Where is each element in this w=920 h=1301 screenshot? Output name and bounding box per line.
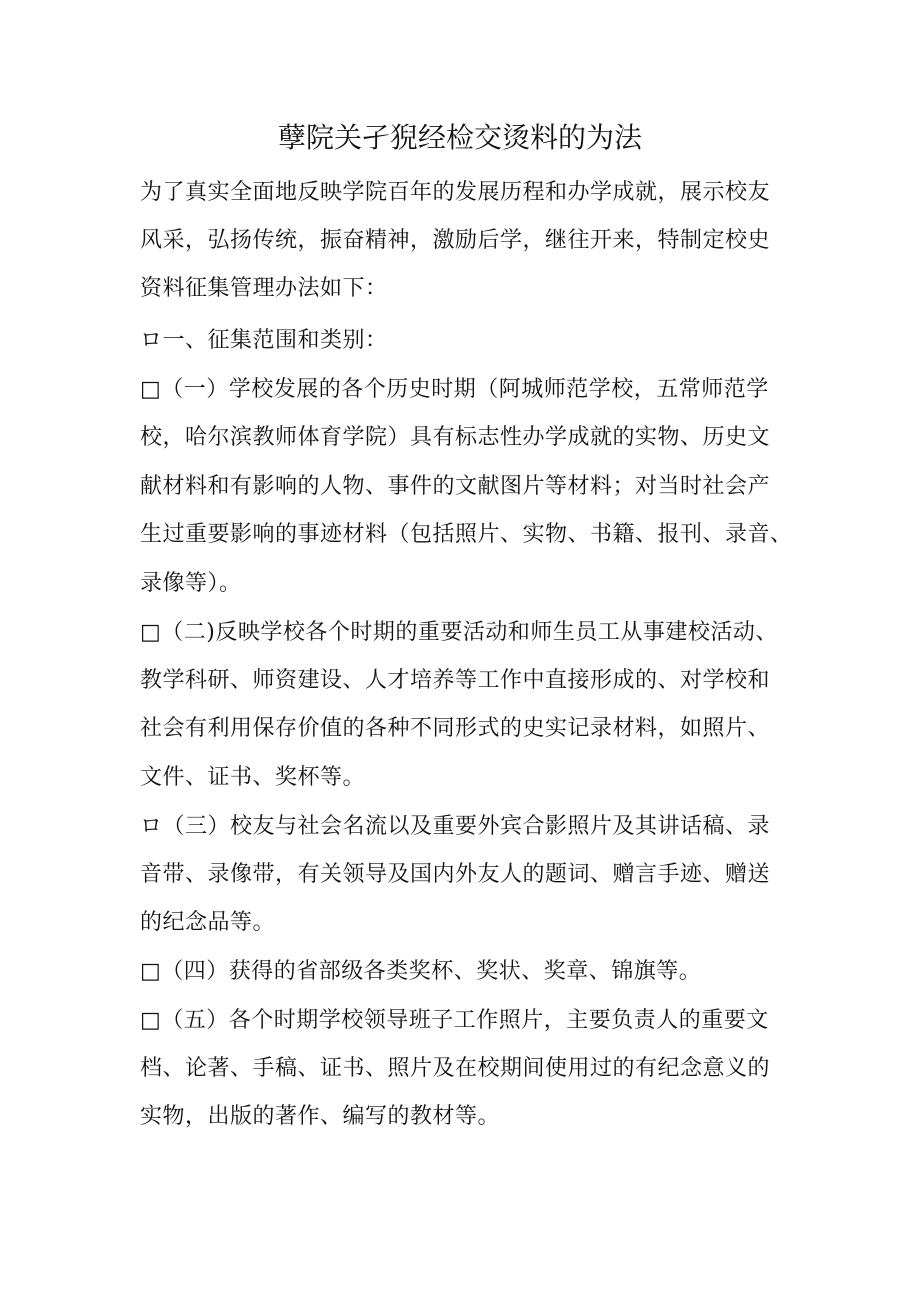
list-item-line: 校，哈尔滨教师体育学院）具有标志性办学成就的实物、历史文 <box>140 425 771 450</box>
paragraph-line: 风采，弘扬传统，振奋精神，激励后学，继往开来，特制定校史 <box>140 228 771 253</box>
list-item-line: 献材料和有影响的人物、事件的文献图片等材料；对当时社会产 <box>140 474 771 499</box>
list-item-line: □（四）获得的省部级各类奖杯、奖状、奖章、锦旗等。 <box>140 959 702 984</box>
list-item-line: 录像等）。 <box>140 571 242 596</box>
paragraph-line: 为了真实全面地反映学院百年的发展历程和办学成就，展示校友 <box>140 180 771 205</box>
document-title: 孽院关孑猊经检交烫料的为法 <box>277 121 642 154</box>
list-item-line: □（一）学校发展的各个历史时期（阿城师范学校，五常师范学 <box>140 377 769 402</box>
list-item-line: 生过重要影响的事迹材料（包括照片、实物、书籍、报刊、录音、 <box>140 522 793 547</box>
paragraph-line: 资料征集管理办法如下： <box>140 276 388 301</box>
section-heading: ロ一、征集范围和类别： <box>140 328 388 353</box>
list-item-line: ロ（三）校友与社会名流以及重要外宾合影照片及其讲话稿、录 <box>140 814 771 839</box>
list-item-line: 文件、证书、奖杯等。 <box>140 765 366 790</box>
list-item-line: □（五）各个时期学校领导班子工作照片，主要负责人的重要文 <box>140 1008 769 1033</box>
list-item-line: 档、论著、手稿、证书、照片及在校期间使用过的有纪念意义的 <box>140 1056 771 1081</box>
list-item-line: □（二)反映学校各个时期的重要活动和师生员工从事建校活动、 <box>140 620 778 645</box>
list-item-line: 社会有利用保存价值的各种不同形式的史实记录材料，如照片、 <box>140 716 771 741</box>
list-item-line: 音带、录像带，有关领导及国内外友人的题词、赠言手迹、赠送 <box>140 862 771 887</box>
list-item-line: 的纪念品等。 <box>140 910 276 935</box>
list-item-line: 教学科研、师资建设、人才培养等工作中直接形成的、对学校和 <box>140 668 771 693</box>
list-item-line: 实物，出版的著作、编写的教材等。 <box>140 1104 501 1129</box>
